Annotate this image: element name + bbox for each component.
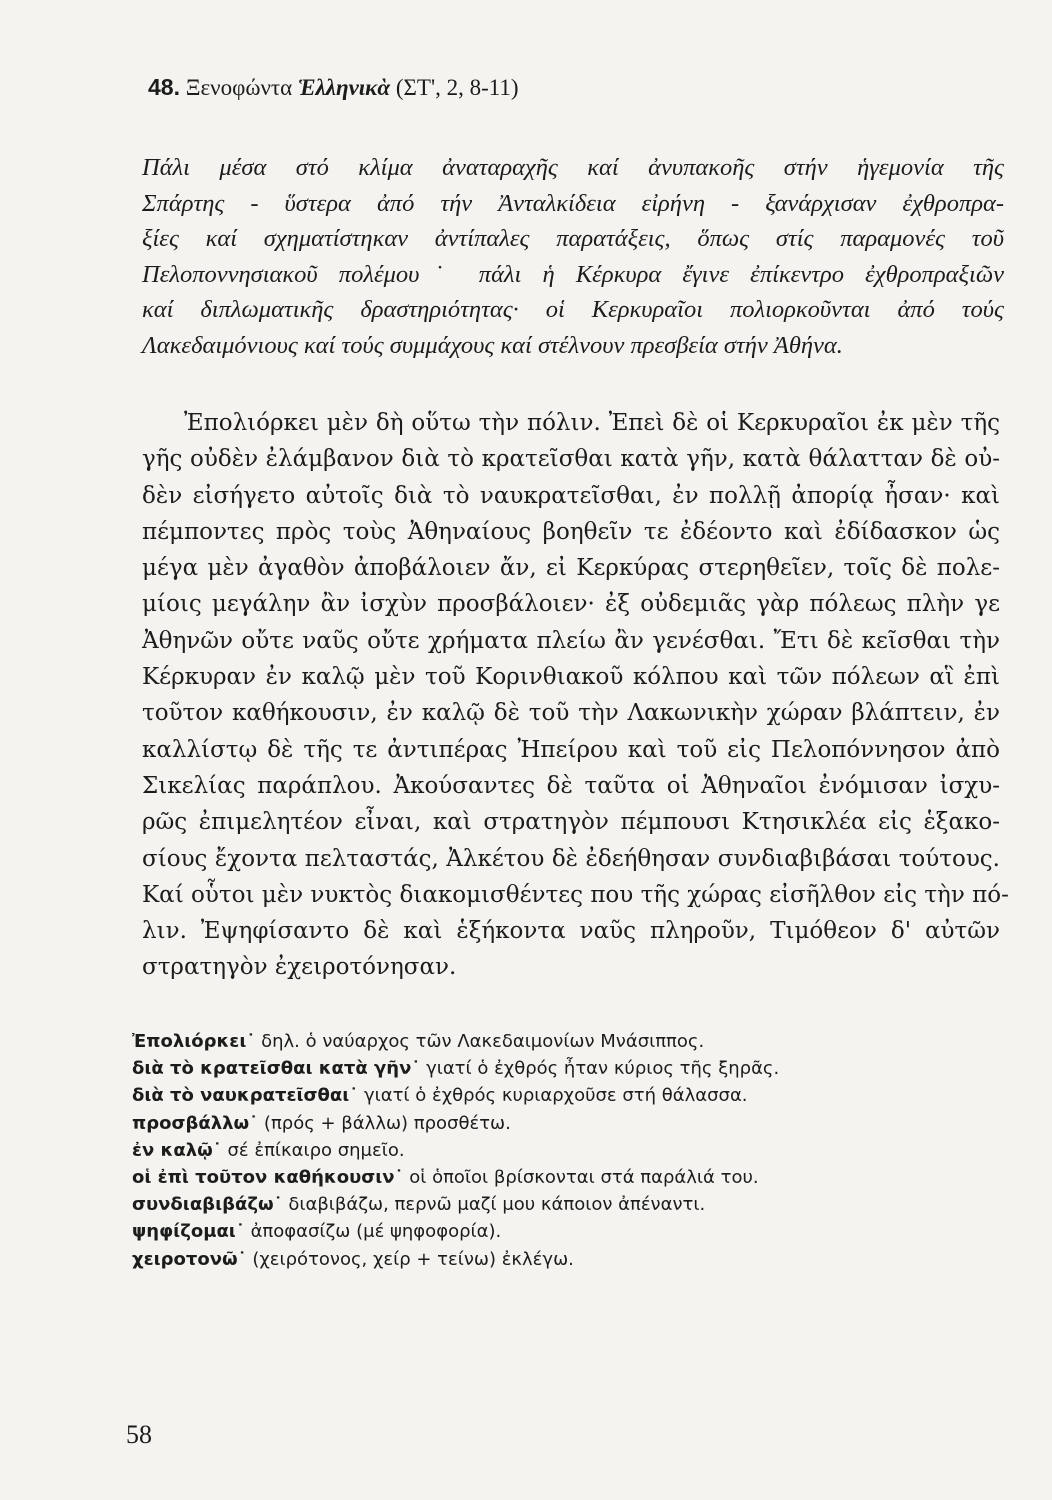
text-line: καλλίστῳ δὲ τῆς τε ἀντιπέρας Ἠπείρου καὶ τοῦ εἰς Πελοπόννησον ἀπὸ bbox=[142, 736, 1000, 763]
note-gloss: (χειρότονος, χείρ + τείνω) ἐκλέγω. bbox=[252, 1248, 574, 1270]
section-number: 48. bbox=[148, 74, 180, 100]
text-line: δὲν εἰσήγετο αὐτοῖς διὰ τὸ ναυκρατεῖσθαι, ἐν πολλῇ ἀπορίᾳ ἦσαν· καὶ bbox=[142, 482, 1000, 509]
note-item bbox=[132, 1137, 912, 1164]
intro-line: Λακεδαιμόνιους καί τούς συμμάχους καί στέλνουν πρεσβεία στήν Ἀθήνα. bbox=[142, 331, 843, 359]
text-line: Καί οὗτοι μὲν νυκτὸς διακομισθέντες που τῆς χώρας εἰσῆλθον εἰς τὴν πό- bbox=[142, 881, 1009, 908]
note-gloss: δηλ. ὁ ναύαρχος τῶν Λακεδαιμονίων Μνάσιππος. bbox=[261, 1031, 705, 1052]
note-term: προσβάλλω˙ bbox=[132, 1112, 259, 1134]
text-line: πέμποντες πρὸς τοὺς Ἀθηναίους βοηθεῖν τε ἐδέοντο καὶ ἐδίδασκον ὡς bbox=[142, 518, 1000, 545]
text-line: Ἐπολιόρκει μὲν δὴ οὕτω τὴν πόλιν. Ἐπεὶ δὲ οἱ Κερκυραῖοι ἐκ μὲν τῆς bbox=[184, 410, 1000, 436]
text-line: μέγα μὲν ἀγαθὸν ἀποβάλοιεν ἄν, εἰ Κερκύρας στερηθεῖεν, τοῖς δὲ πολε- bbox=[142, 555, 1000, 582]
note-term: οἱ ἐπὶ τοῦτον καθήκουσιν˙ bbox=[132, 1167, 404, 1189]
note-item bbox=[132, 1110, 912, 1137]
note-item bbox=[132, 1082, 912, 1109]
intro-line: Σπάρτης - ὕστερα ἀπό τήν Ἀνταλκίδεια εἰρήνη - ξανάρχισαν ἐχθροπρα- bbox=[142, 189, 1004, 217]
ancient-text-paragraph bbox=[142, 405, 1009, 986]
work-reference: (ΣΤ', 2, 8-11) bbox=[395, 75, 519, 100]
intro-line: ξίες καί σχηματίστηκαν ἀντίπαλες παρατάξεις, ὅπως στίς παραμονές τοῦ bbox=[142, 225, 1004, 252]
introduction-paragraph bbox=[142, 150, 1004, 363]
intro-line: Πάλι μέσα στό κλίμα ἀναταραχῆς καί ἀνυπακοῆς στήν ἡγεμονία τῆς bbox=[142, 154, 1004, 181]
text-line: Κέρκυραν ἐν καλῷ μὲν τοῦ Κορινθιακοῦ κόλπου καὶ τῶν πόλεων αἳ ἐπὶ bbox=[142, 664, 1000, 691]
note-item bbox=[132, 1028, 912, 1055]
text-line: ρῶς ἐπιμελητέον εἶναι, καὶ στρατηγὸν πέμπουσι Κτησικλέα εἰς ἑξακο- bbox=[142, 809, 1000, 836]
text-line: σίους ἔχοντα πελταστάς, Ἀλκέτου δὲ ἐδεήθησαν συνδιαβιβάσαι τούτους. bbox=[142, 845, 1000, 872]
note-gloss: γιατί ὁ ἐχθρός κυριαρχοῦσε στή θάλασσα. bbox=[363, 1085, 748, 1107]
author-name: Ξενοφώντα bbox=[185, 75, 293, 100]
note-term: συνδιαβιβάζω˙ bbox=[132, 1194, 283, 1216]
page-number: 58 bbox=[126, 1420, 152, 1449]
work-title: Ἑλληνικὰ bbox=[297, 75, 391, 100]
intro-line: Πελοποννησιακοῦ πολέμου˙ πάλι ἡ Κέρκυρα ἔγινε ἐπίκεντρο ἐχθροπραξιῶν bbox=[142, 260, 1004, 288]
note-gloss: γιατί ὁ ἐχθρός ἦταν κύριος τῆς ξηρᾶς. bbox=[426, 1058, 780, 1080]
note-item bbox=[132, 1218, 912, 1245]
note-item bbox=[132, 1191, 912, 1218]
text-line: Ἀθηνῶν οὔτε ναῦς οὔτε χρήματα πλείω ἂν γενέσθαι. Ἔτι δὲ κεῖσθαι τὴν bbox=[142, 627, 1000, 654]
note-item bbox=[132, 1055, 912, 1082]
note-term: διὰ τὸ ναυκρατεῖσθαι˙ bbox=[132, 1085, 359, 1107]
text-line: λιν. Ἐψηφίσαντο δὲ καὶ ἑξήκοντα ναῦς πληροῦν, Τιμόθεον δ' αὐτῶν bbox=[142, 918, 1000, 945]
note-gloss: διαβιβάζω, περνῶ μαζί μου κάποιον ἀπέναντι. bbox=[288, 1194, 706, 1216]
intro-line: καί διπλωματικῆς δραστηριότητας· οἱ Κερκυραῖοι πολιορκοῦνται ἀπό τούς bbox=[142, 296, 1004, 323]
text-line: μίοις μεγάλην ἂν ἰσχὺν προσβάλοιεν· ἐξ οὐδεμιᾶς γὰρ πόλεως πλὴν γε bbox=[142, 591, 1000, 618]
text-line: τοῦτον καθήκουσιν, ἐν καλῷ δὲ τοῦ τὴν Λακωνικὴν χώραν βλάπτειν, ἐν bbox=[142, 700, 1000, 727]
note-term: ἐν καλῷ˙ bbox=[132, 1139, 222, 1161]
note-gloss: σέ ἐπίκαιρο σημεῖο. bbox=[227, 1139, 405, 1161]
section-heading bbox=[148, 74, 519, 101]
text-line: Σικελίας παράπλου. Ἀκούσαντες δὲ ταῦτα οἱ Ἀθηναῖοι ἐνόμισαν ἰσχυ- bbox=[142, 772, 1000, 799]
note-gloss: (πρός + βάλλω) προσθέτω. bbox=[263, 1112, 511, 1134]
note-item bbox=[132, 1164, 912, 1191]
note-gloss: ἀποφασίζω (μέ ψηφοφορία). bbox=[250, 1221, 502, 1243]
vocabulary-notes bbox=[132, 1028, 912, 1273]
text-line: γῆς οὐδὲν ἐλάμβανον διὰ τὸ κρατεῖσθαι κατὰ γῆν, κατὰ θάλατταν δὲ οὐ- bbox=[142, 446, 1000, 473]
note-term: Ἐπολιόρκει˙ bbox=[132, 1031, 256, 1052]
note-gloss: οἱ ὁποῖοι βρίσκονται στά παράλιά του. bbox=[409, 1167, 759, 1189]
note-item bbox=[132, 1246, 912, 1273]
note-term: ψηφίζομαι˙ bbox=[132, 1221, 245, 1243]
note-term: χειροτονῶ˙ bbox=[132, 1248, 247, 1270]
text-line: στρατηγὸν ἐχειροτόνησαν. bbox=[142, 954, 457, 981]
note-term: διὰ τὸ κρατεῖσθαι κατὰ γῆν˙ bbox=[132, 1058, 421, 1080]
